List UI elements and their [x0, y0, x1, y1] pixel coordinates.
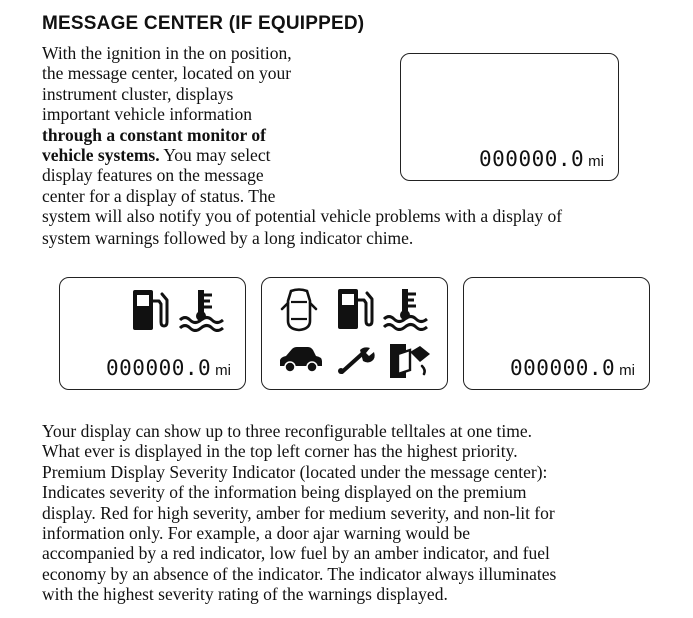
paragraph-line: with the highest severity rating of the warnings displayed.	[42, 584, 448, 605]
wrench-icon	[336, 346, 376, 374]
severity-paragraph	[42, 421, 682, 605]
intro-line: important vehicle information	[42, 104, 252, 125]
intro-bold-text: through a constant monitor of	[42, 124, 266, 145]
door-ajar-icon	[280, 287, 318, 333]
fuel-pump-icon	[336, 287, 376, 331]
intro-line: the message center, located on your	[42, 63, 292, 84]
odometer-unit: mi	[215, 362, 231, 379]
intro-line: system warnings followed by a long indicator chime.	[42, 228, 414, 248]
message-center-display-middle	[261, 277, 448, 390]
odometer-readout	[106, 356, 231, 380]
section-heading: MESSAGE CENTER (IF EQUIPPED)	[42, 13, 365, 34]
paragraph-line: information only. For example, a door ajar warning would be	[42, 523, 470, 544]
message-center-display-top	[400, 53, 619, 181]
intro-bold-line	[42, 125, 362, 145]
odometer-value: 000000.0	[510, 356, 616, 380]
paragraph-line: economy by an absence of the indicator. The indicator always illuminates	[42, 563, 557, 584]
odometer-value: 000000.0	[106, 356, 212, 380]
intro-line: display features on the message	[42, 165, 264, 186]
paragraph-line: accompanied by a red indicator, low fuel by an amber indicator, and fuel	[42, 543, 550, 564]
message-center-display-right	[463, 277, 650, 390]
coolant-temperature-icon	[177, 288, 227, 332]
paragraph-line: display. Red for high severity, amber for medium severity, and non-lit for	[42, 502, 555, 523]
odometer-unit: mi	[588, 153, 604, 170]
odometer-readout	[479, 147, 604, 171]
fuel-pump-icon	[131, 288, 171, 332]
intro-line: With the ignition in the on position,	[42, 43, 292, 63]
car-icon	[278, 346, 324, 374]
intro-line: center for a display of status. The	[42, 185, 276, 206]
intro-line: instrument cluster, displays	[42, 83, 234, 104]
message-center-display-left	[59, 277, 246, 390]
intro-line: system will also notify you of potential vehicle problems with a display of	[42, 206, 563, 226]
paragraph-line: What ever is displayed in the top left corner has the highest priority.	[42, 441, 518, 462]
intro-mixed-line	[42, 145, 362, 165]
intro-bold-text: vehicle systems.	[42, 145, 160, 166]
paragraph-line: Indicates severity of the information being displayed on the premium	[42, 482, 527, 503]
fuel-door-icon	[386, 340, 432, 380]
paragraph-line: Premium Display Severity Indicator (located under the message center):	[42, 461, 548, 482]
odometer-readout	[510, 356, 635, 380]
coolant-temperature-icon	[381, 287, 431, 331]
odometer-value: 000000.0	[479, 147, 585, 171]
intro-text: You may select	[159, 145, 271, 166]
paragraph-line: Your display can show up to three reconfigurable telltales at one time.	[42, 421, 533, 441]
odometer-unit: mi	[619, 362, 635, 379]
intro-paragraph	[42, 43, 362, 206]
